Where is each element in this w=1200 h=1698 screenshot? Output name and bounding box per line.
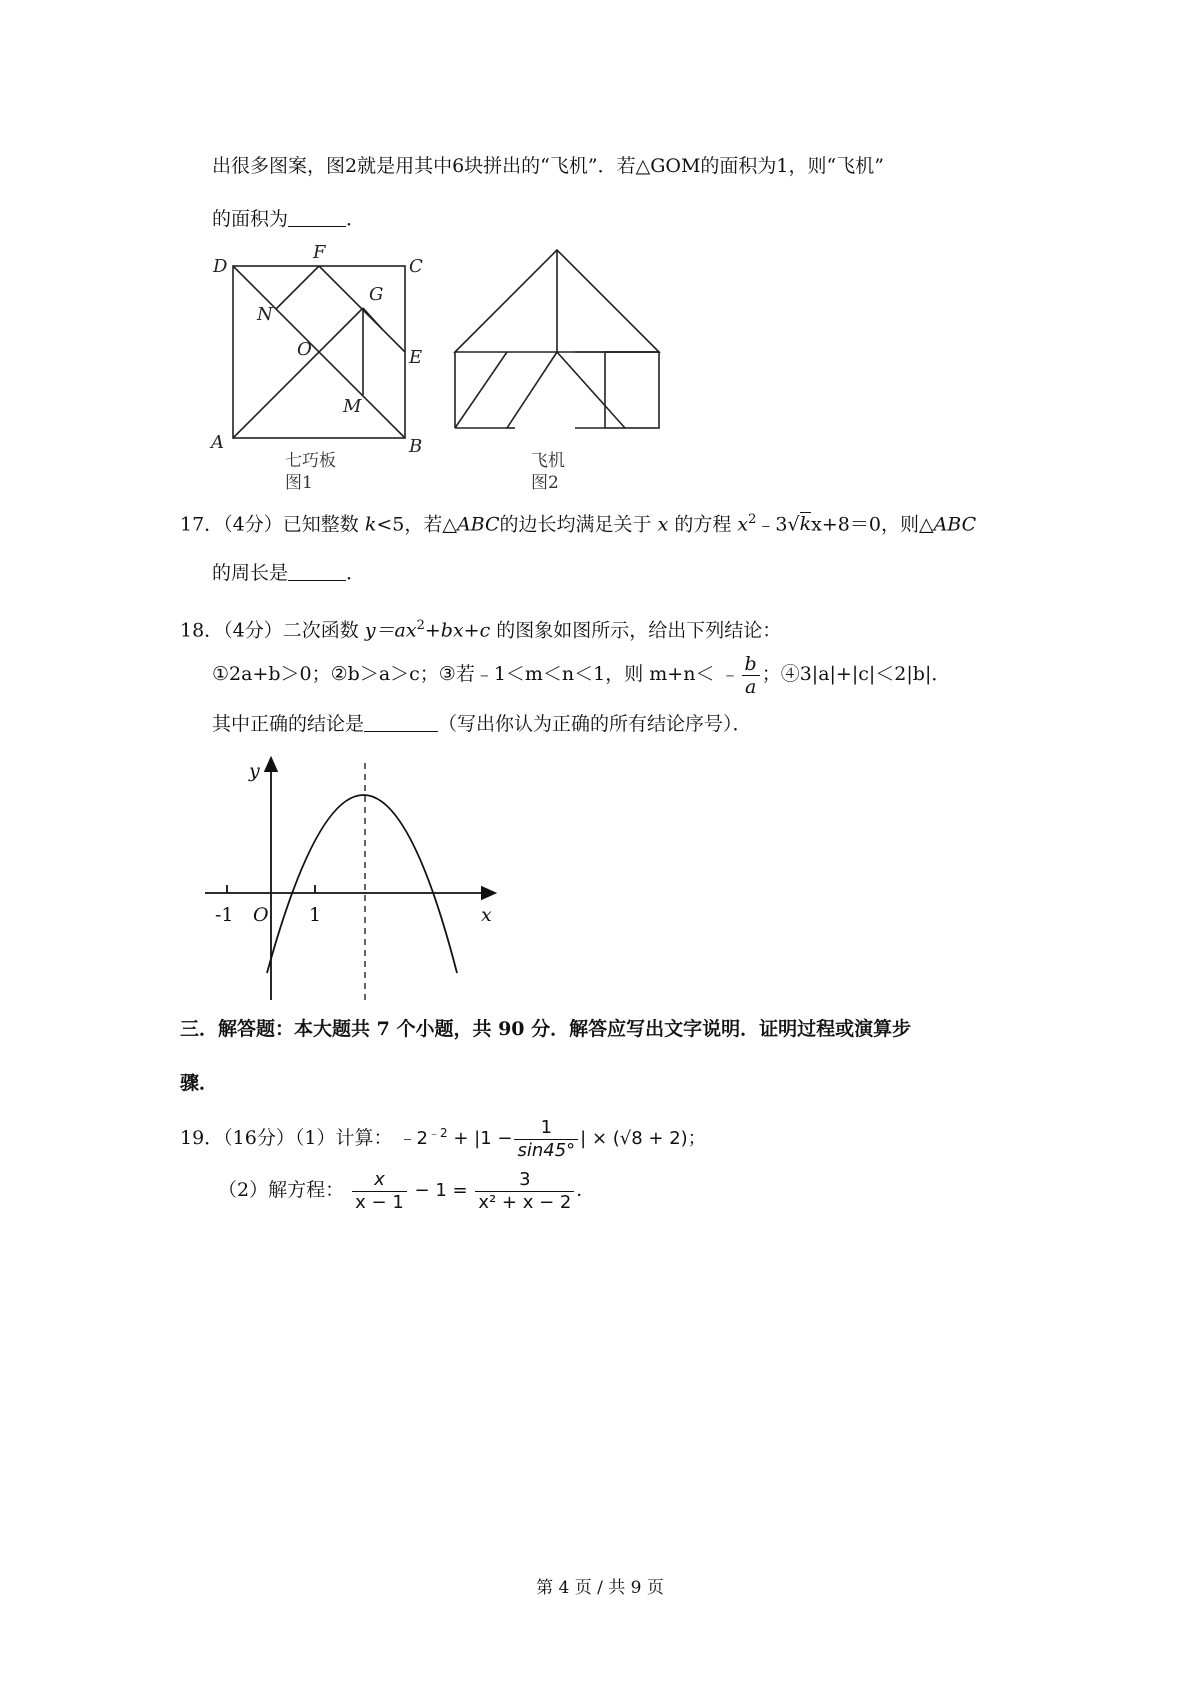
q17-line1 bbox=[180, 508, 976, 536]
q17-abc: ABC bbox=[456, 513, 500, 536]
label-f: F bbox=[313, 242, 326, 263]
q19-number: 19．（16分）（1）计算： bbox=[180, 1127, 393, 1149]
q18-rest: +bx+c bbox=[424, 619, 491, 642]
q18-conclusion-4: ；④3|a|+|c|＜2|b|． bbox=[761, 663, 951, 685]
q17-abc2: ABC bbox=[933, 513, 977, 536]
one-label: 1 bbox=[309, 904, 322, 926]
fig2-caption-number: 图2 bbox=[531, 473, 559, 493]
q18-tail: 的图象如图所示，给出下列结论： bbox=[496, 619, 782, 642]
q19-equation bbox=[350, 1168, 595, 1213]
parabola-curve bbox=[267, 795, 457, 973]
fig1-caption-name: 七巧板 bbox=[285, 451, 336, 471]
label-b: B bbox=[409, 436, 423, 457]
q17-line2 bbox=[212, 561, 365, 585]
q18-frac-den: a bbox=[744, 675, 757, 698]
q19-p2: + |1 − bbox=[453, 1128, 513, 1149]
q17-x: x bbox=[657, 513, 669, 536]
section3-line2 bbox=[180, 1071, 218, 1095]
q19-frac2-den: x − 1 bbox=[355, 1191, 404, 1213]
airplane-square bbox=[605, 352, 659, 428]
q19-frac2 bbox=[352, 1169, 407, 1214]
q19-end: ． bbox=[576, 1180, 595, 1201]
answer-blank-16 bbox=[288, 208, 346, 227]
label-c: C bbox=[409, 256, 423, 277]
answer-blank-18 bbox=[364, 713, 438, 732]
q19-frac3-num: 3 bbox=[475, 1169, 574, 1192]
line-fn bbox=[276, 266, 319, 309]
q17-x2: x bbox=[737, 513, 749, 536]
y-axis-label: y bbox=[249, 760, 260, 782]
diag-ag bbox=[233, 308, 363, 438]
q19-frac3 bbox=[475, 1169, 574, 1214]
q17-number: 17．（4分）已知整数 bbox=[180, 513, 359, 536]
q17-eq-word: 的方程 bbox=[674, 513, 732, 536]
q18-frac-num: b bbox=[742, 653, 760, 676]
q18-text3: 其中正确的结论是 bbox=[212, 713, 365, 735]
x-axis-label: x bbox=[481, 904, 492, 926]
q17-sqrt-k: k bbox=[799, 513, 812, 536]
q19-frac1 bbox=[514, 1117, 578, 1162]
airplane-left-diag bbox=[455, 352, 507, 428]
section3-text1: 三．解答题：本大题共 7 个小题，共 90 分．解答应写出文字说明．证明过程或演算步 bbox=[180, 1018, 912, 1040]
label-m: M bbox=[343, 396, 362, 417]
q16-line2 bbox=[212, 207, 365, 231]
label-d: D bbox=[213, 256, 228, 277]
sqrt-symbol: √ bbox=[787, 513, 800, 536]
origin-label: O bbox=[253, 904, 269, 926]
q19-part2: （2）解方程： bbox=[218, 1179, 345, 1201]
q19-expr bbox=[398, 1116, 706, 1161]
tangram-figure bbox=[205, 240, 435, 500]
q19-minus1: − 1 = bbox=[414, 1180, 468, 1201]
q16-period: ． bbox=[346, 208, 366, 230]
neg1-label: -1 bbox=[215, 904, 234, 926]
q19-frac3-den: x² + x − 2 bbox=[478, 1191, 572, 1213]
q17-minus3: ﹣3 bbox=[756, 513, 788, 536]
fig2-caption-name: 飞机 bbox=[531, 451, 565, 471]
q19-frac1-den: sin45° bbox=[517, 1139, 576, 1161]
page-footer: 第 4 页 / 共 9 页 bbox=[536, 1578, 664, 1598]
q19-line2 bbox=[218, 1165, 594, 1216]
q17-period: ． bbox=[346, 562, 366, 584]
q18-conclusions-1-3: ①2a+b＞0；②b＞a＞c；③若﹣1＜m＜n＜1，则 m+n＜ bbox=[212, 663, 715, 685]
q19-p1-sup: ﹣2 bbox=[427, 1126, 448, 1140]
q17-sup: 2 bbox=[748, 512, 757, 527]
q19-line1 bbox=[180, 1108, 706, 1164]
airplane-mid-diag2 bbox=[557, 352, 625, 428]
q18-line3 bbox=[212, 712, 752, 736]
label-a: A bbox=[211, 432, 224, 453]
q17-mid: 的边长均满足关于 bbox=[499, 513, 652, 536]
q18-line1 bbox=[180, 614, 781, 642]
q17-text2: 的周长是 bbox=[212, 562, 289, 584]
answer-blank-17 bbox=[288, 562, 346, 581]
label-n: N bbox=[257, 304, 273, 325]
q18-number: 18．（4分）二次函数 bbox=[180, 619, 359, 642]
q18-sup: 2 bbox=[416, 618, 425, 633]
label-e: E bbox=[409, 347, 423, 368]
q19-p3: | × (√8 + 2)； bbox=[580, 1128, 706, 1149]
q19-p1: ﹣2 bbox=[398, 1128, 428, 1149]
q17-k-cond: <5，若△ bbox=[376, 513, 457, 536]
q19-frac2-num: x bbox=[352, 1169, 407, 1192]
parabola-graph bbox=[205, 755, 505, 1005]
q19-frac1-num: 1 bbox=[514, 1117, 578, 1140]
q18-text3b: （写出你认为正确的所有结论序号）． bbox=[438, 713, 752, 735]
q17-k: k bbox=[364, 513, 377, 536]
q18-line2 bbox=[212, 650, 950, 698]
q16-text1: 出很多图案，图2就是用其中6块拼出的“飞机”．若△GOM的面积为1，则“飞机” bbox=[212, 155, 884, 177]
airplane-figure bbox=[445, 240, 685, 500]
section3-line1 bbox=[180, 1017, 911, 1041]
q18-y: y bbox=[364, 619, 376, 642]
airplane-mid-diag1 bbox=[507, 352, 557, 428]
q16-text2: 的面积为 bbox=[212, 208, 289, 230]
q18-eq: ＝ax bbox=[375, 619, 417, 642]
section3-text2: 骤． bbox=[180, 1072, 219, 1094]
label-g: G bbox=[369, 284, 384, 305]
q18-fraction bbox=[742, 653, 760, 698]
q16-line1 bbox=[212, 154, 884, 178]
fig1-caption-number: 图1 bbox=[285, 473, 313, 493]
q18-neg: ﹣ bbox=[720, 663, 740, 685]
q17-rest: x+8＝0，则△ bbox=[811, 513, 934, 536]
label-o: O bbox=[297, 339, 312, 360]
line-g-edge bbox=[363, 308, 383, 330]
